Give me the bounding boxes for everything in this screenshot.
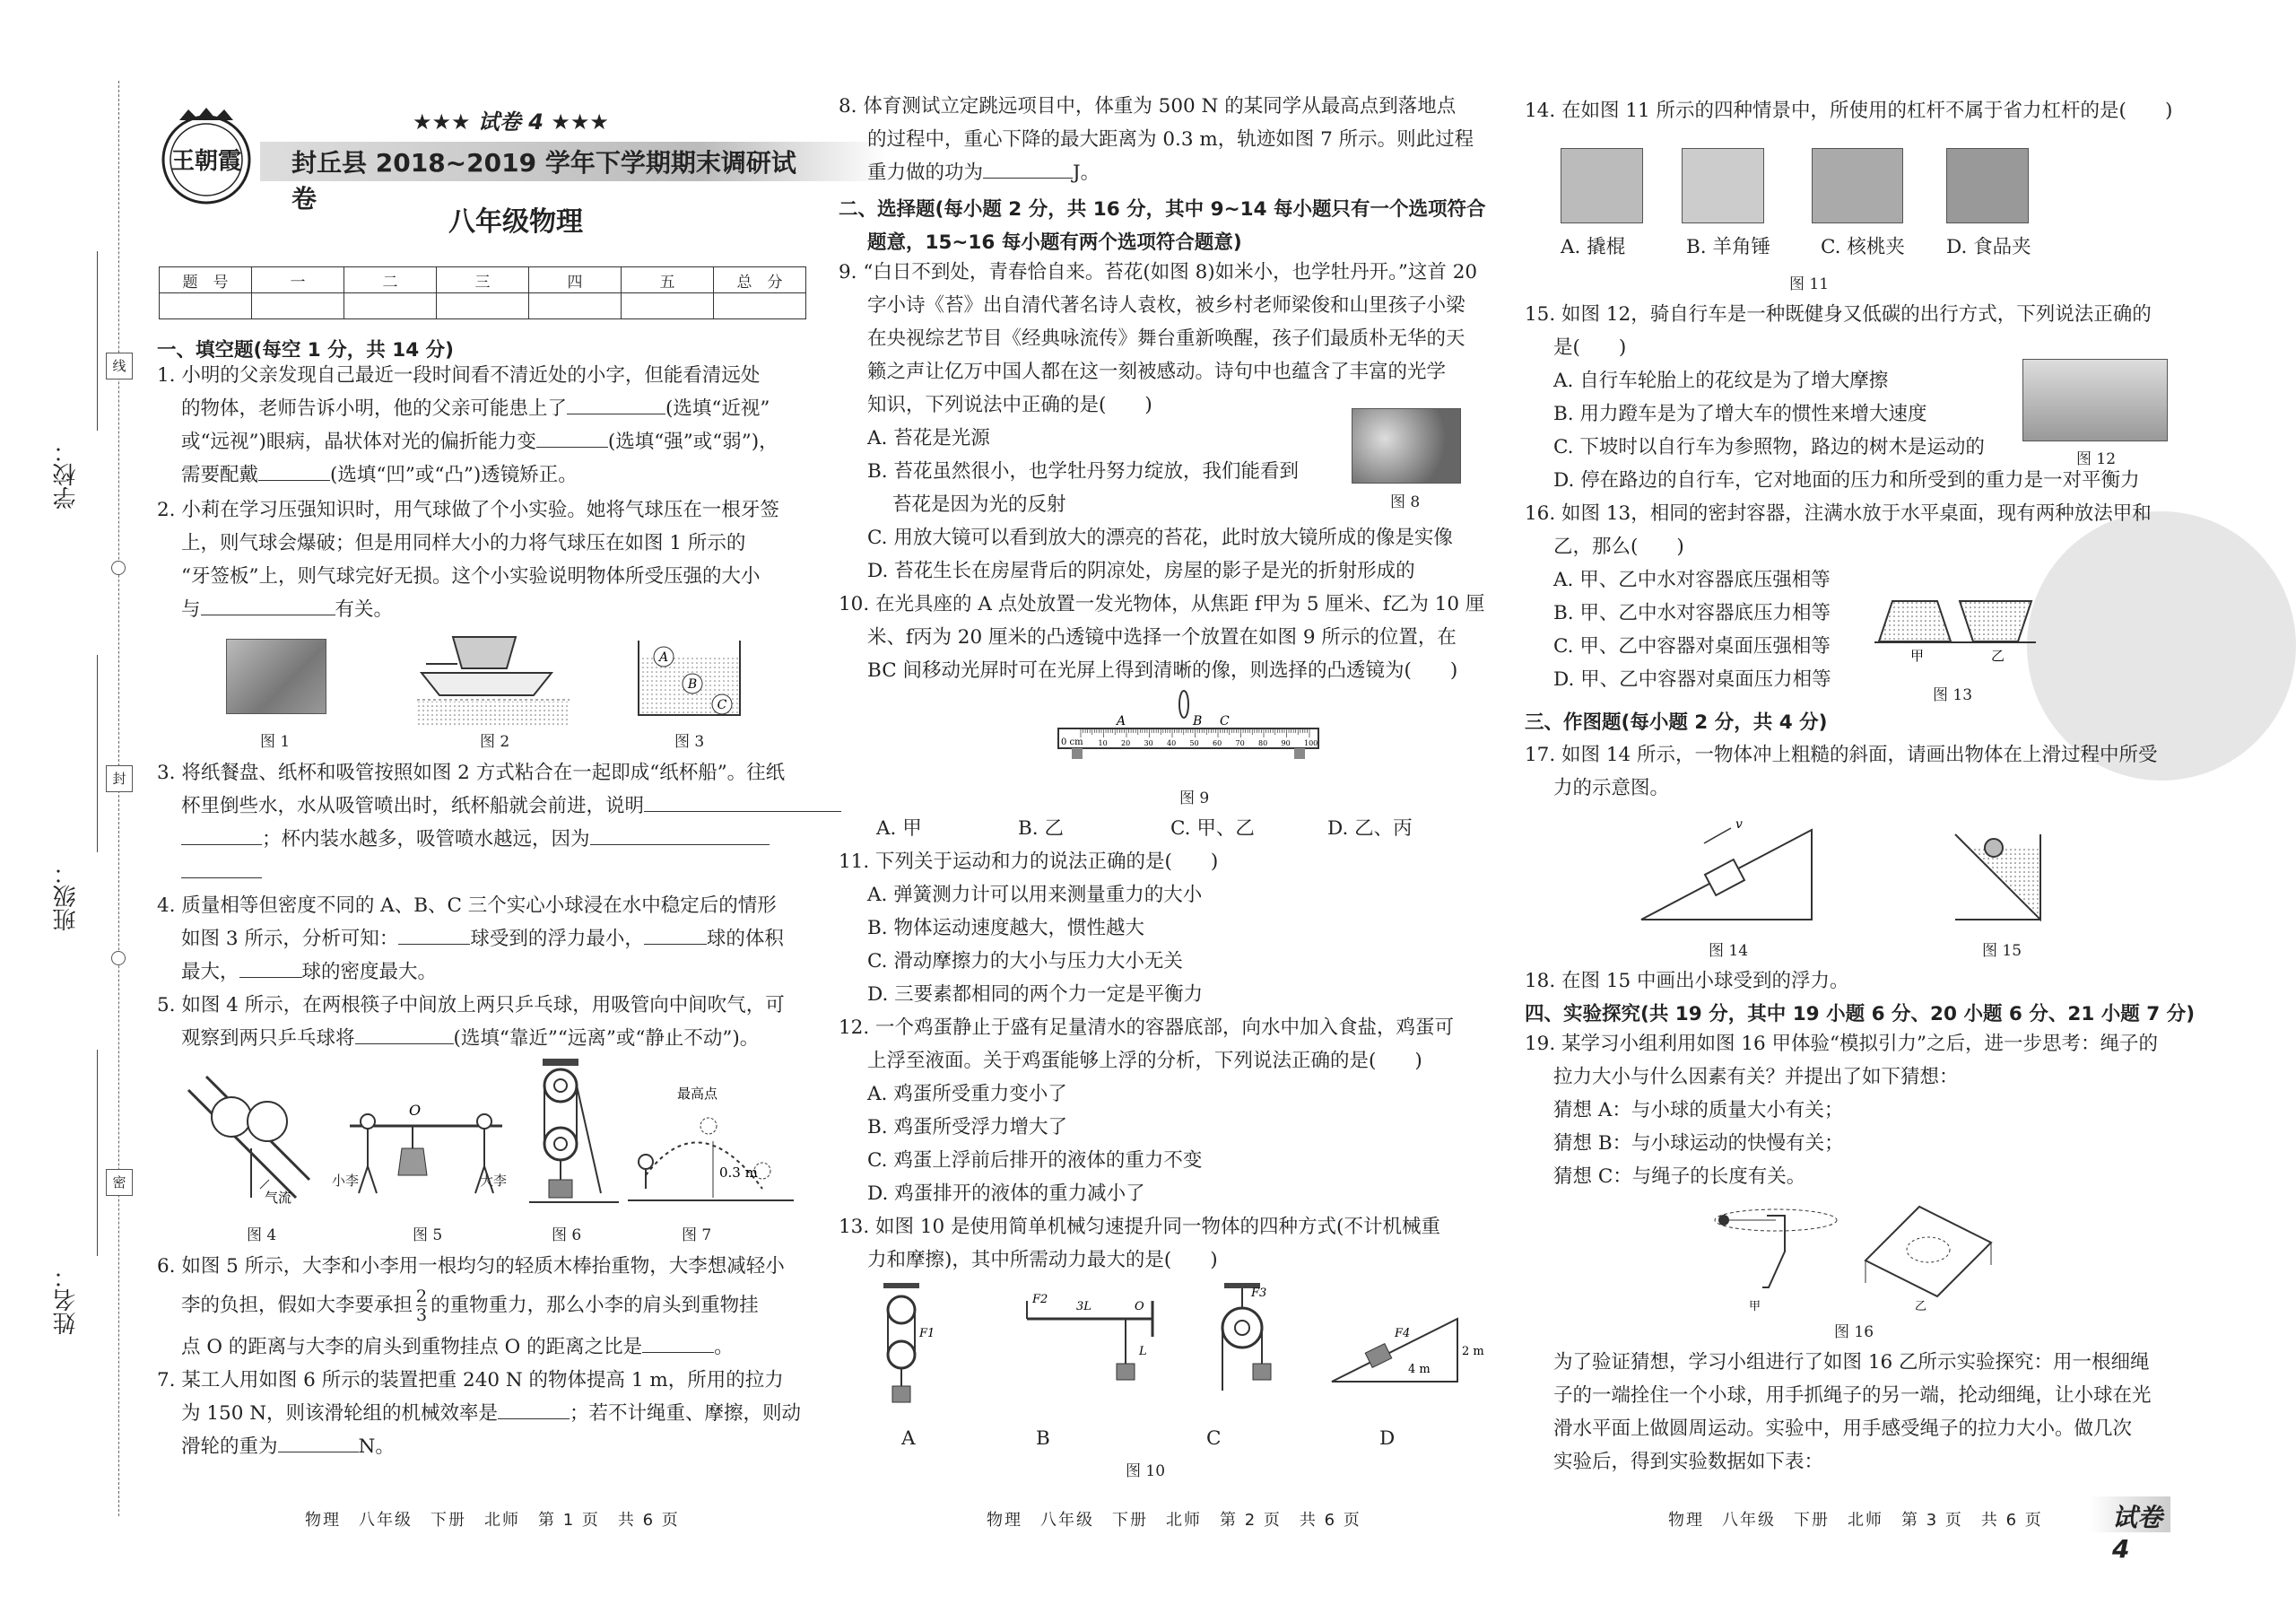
figure-caption: 图 4 — [247, 1226, 277, 1244]
answer-blank[interactable] — [498, 1399, 570, 1419]
q17-line: 力的示意图。 — [1553, 777, 1670, 799]
q16-line: 16. 如图 13，相同的密封容器，注满水放于水平桌面，现有两种放法甲和 — [1525, 502, 2152, 525]
figure-caption: 图 1 — [260, 733, 291, 751]
figure-caption: 图 16 — [1834, 1323, 1874, 1341]
figure-11-claw-hammer — [1682, 148, 1764, 223]
q9-option-b-cont: 苔花是因为光的反射 — [892, 493, 1066, 516]
ruler-tick-label: 50 — [1189, 739, 1199, 747]
q9-line: 9. “白日不到处，青春恰自来。苔花(如图 8)如米小，也学牡丹开。”这首 20 — [839, 261, 1478, 283]
ball-label-b: B — [687, 677, 698, 692]
q19-line: 拉力大小与什么因素有关？并提出了如下猜想： — [1553, 1066, 1959, 1088]
q6-line: 6. 如图 5 所示，大李和小李用一根均匀的轻质木棒抬重物，大李想减轻小 — [157, 1255, 785, 1278]
figure-caption: 图 11 — [1789, 275, 1830, 293]
q15-option-c[interactable]: C. 下坡时以自行车为参照物，路边的树木是运动的 — [1553, 436, 1985, 458]
figure-14-incline[interactable] — [1641, 812, 1821, 932]
figure-caption: 图 15 — [1982, 942, 2022, 960]
q3-line — [181, 856, 262, 889]
q7-line: 为 150 N，则该滑轮组的机械效率是 ；若不计绳重、摩擦，则动 — [181, 1397, 801, 1430]
q14-option-b[interactable]: B. 羊角锤 — [1686, 236, 1770, 258]
figure-11-crowbar — [1561, 148, 1643, 223]
figure-11-food-tongs — [1946, 148, 2029, 223]
figure-caption: 图 6 — [552, 1226, 582, 1244]
dali-label: 大李 — [480, 1173, 508, 1189]
figure-10-simple-machines — [865, 1283, 1484, 1421]
figure-9-optical-bench — [1054, 691, 1323, 780]
q9-option-d[interactable]: D. 苔花生长在房屋背后的阴凉处，房屋的影子是光的折射形成的 — [867, 560, 1415, 582]
q14-option-c[interactable]: C. 核桃夹 — [1821, 236, 1905, 258]
q9-line: 在央视综艺节目《经典咏流传》舞台重新唤醒，孩子们最质朴无华的天 — [867, 327, 1465, 350]
school-label: 学校： — [53, 440, 80, 510]
score-cell[interactable] — [714, 293, 806, 319]
page-footer: 物理 八年级 下册 北师 第 2 页 共 6 页 — [987, 1511, 1361, 1530]
figure-3-floating-balls — [637, 639, 744, 723]
q11-option-b[interactable]: B. 物体运动速度越大，惯性越大 — [867, 917, 1144, 939]
paper-badge: ★★★ 试卷 4 ★★★ — [413, 109, 609, 135]
page-title: 封丘县 2018~2019 学年下学期期末调研试卷 — [291, 148, 796, 214]
score-cell[interactable] — [252, 293, 344, 319]
q19-line: 为了验证猜想，学习小组进行了如图 16 乙所示实验探究：用一根细绳 — [1553, 1351, 2150, 1374]
figure-7-long-jump — [628, 1086, 798, 1215]
section-experiment: 四、实验探究(共 19 分，其中 19 小题 6 分、20 小题 6 分、21 小题 7 分) — [1525, 1003, 2196, 1025]
paper-number: 试卷 4 — [477, 109, 544, 135]
q3-line: 杯里倒些水，水从吸管喷出时，纸杯船就会前进，说明 — [181, 789, 841, 823]
q9-line: 字小诗《苔》出自清代著名诗人袁枚，被乡村老师梁俊和山里孩子小梁 — [867, 294, 1465, 317]
q14-option-a[interactable]: A. 撬棍 — [1561, 236, 1626, 258]
q4-line: 4. 质量相等但密度不同的 A、B、C 三个实心小球浸在水中稳定后的情形 — [157, 894, 777, 917]
figure-caption: 图 9 — [1179, 789, 1210, 807]
answer-blank[interactable] — [536, 427, 608, 448]
figure-6-pulley-system — [529, 1059, 619, 1215]
q19-line: 19. 某学习小组利用如图 16 甲体验“模拟引力”之后，进一步思考：绳子的 — [1525, 1033, 2159, 1055]
seal-char-mi: 密 — [106, 1169, 133, 1196]
q13-option-d[interactable]: D — [1379, 1427, 1396, 1450]
page-column-3 — [1525, 0, 2196, 1605]
answer-blank[interactable] — [181, 858, 262, 878]
q1-line: 1. 小明的父亲发现自己最近一段时间看不清近处的小字，但能看清远处 — [157, 364, 761, 387]
force-label-f4: F4 — [1395, 1327, 1411, 1340]
score-header: 二 — [344, 267, 437, 293]
brand-logo — [157, 108, 256, 206]
ruler-unit-label: 0 cm — [1061, 737, 1083, 747]
page-column-2 — [839, 0, 1489, 1605]
airflow-label: 气流 — [265, 1190, 292, 1206]
q12-option-c[interactable]: C. 鸡蛋上浮前后排开的液体的重力不变 — [867, 1149, 1203, 1172]
q9-line: 知识，下列说法中正确的是( ) — [867, 394, 1152, 416]
q19-hypothesis-b: 猜想 B：与小球运动的快慢有关； — [1553, 1132, 1844, 1155]
q15-option-a[interactable]: A. 自行车轮胎上的花纹是为了增大摩擦 — [1553, 370, 1889, 392]
answer-blank[interactable] — [644, 791, 841, 812]
figure-16-circular-motion — [1713, 1198, 2000, 1318]
score-cell[interactable] — [622, 293, 714, 319]
bench-point-c: C — [1220, 714, 1230, 728]
q13-option-b[interactable]: B — [1036, 1427, 1050, 1450]
answer-blank[interactable] — [355, 1024, 454, 1044]
ruler-tick-label: 70 — [1235, 739, 1245, 747]
force-label-f1: F1 — [919, 1327, 935, 1340]
q19-line: 滑水平面上做圆周运动。实验中，用手感受绳子的拉力大小。做几次 — [1553, 1417, 2133, 1440]
q10-option-b[interactable]: B. 乙 — [1018, 817, 1064, 840]
ruler-tick-label: 30 — [1144, 739, 1153, 747]
seal-char-feng: 封 — [106, 765, 133, 792]
figure-caption: 图 5 — [413, 1226, 443, 1244]
figure-8-moss-flower-photo — [1352, 408, 1461, 484]
slope-height: 2 m — [1462, 1345, 1484, 1358]
bench-point-a: A — [1117, 714, 1126, 728]
score-header: 总 分 — [714, 267, 806, 293]
q11-option-d[interactable]: D. 三要素都相同的两个力一定是平衡力 — [867, 983, 1204, 1006]
figure-caption: 图 10 — [1126, 1462, 1166, 1480]
answer-blank[interactable] — [642, 1332, 714, 1353]
lever-arm-3l: 3L — [1076, 1300, 1091, 1313]
force-label-f3: F3 — [1251, 1287, 1267, 1300]
q17-line: 17. 如图 14 所示，一物体冲上粗糙的斜面，请画出物体在上滑过程中所受 — [1525, 744, 2158, 766]
q7-line: 滑轮的重为 N。 — [181, 1430, 395, 1463]
page-column-1 — [117, 0, 807, 1605]
score-table — [159, 266, 806, 319]
ruler-tick-label: 60 — [1213, 739, 1222, 747]
seal-char-xian: 线 — [106, 353, 133, 379]
fig16-yi-label: 乙 — [1915, 1300, 1927, 1313]
section-drawing: 三、作图题(每小题 2 分，共 4 分) — [1525, 711, 1828, 734]
q10-line: BC 间移动光屏时可在光屏上得到清晰的像，则选择的凸透镜为( ) — [867, 659, 1458, 682]
q2-line: 与 有关。 — [181, 593, 393, 626]
ruler-tick-label: 90 — [1281, 739, 1291, 747]
q4-line: 最大， 球的密度最大。 — [181, 955, 437, 989]
page-footer: 物理 八年级 下册 北师 第 3 页 共 6 页 — [1668, 1511, 2043, 1530]
xiaoli-label: 小李 — [332, 1173, 360, 1189]
q7-line: 7. 某工人用如图 6 所示的装置把重 240 N 的物体提高 1 m，所用的拉力 — [157, 1369, 784, 1391]
q15-line: 15. 如图 12，骑自行车是一种既健身又低碳的出行方式，下列说法正确的 — [1525, 303, 2152, 326]
ruler-tick-label: 80 — [1258, 739, 1268, 747]
q11-option-a[interactable]: A. 弹簧测力计可以用来测量重力的大小 — [867, 884, 1203, 906]
score-header: 题 号 — [160, 267, 252, 293]
q15-line: 是( ) — [1553, 336, 1627, 359]
highest-point-label: 最高点 — [677, 1086, 718, 1102]
q19-hypothesis-a: 猜想 A：与小球的质量大小有关； — [1553, 1099, 1844, 1121]
container-jia: 甲 — [1910, 648, 1925, 664]
score-cell[interactable] — [437, 293, 529, 319]
q5-line: 5. 如图 4 所示，在两根筷子中间放上两只乒乓球，用吸管向中间吹气，可 — [157, 994, 785, 1016]
q19-hypothesis-c: 猜想 C：与绳子的长度有关。 — [1553, 1165, 1806, 1188]
q12-option-b[interactable]: B. 鸡蛋所受浮力增大了 — [867, 1116, 1067, 1138]
height-label: 0.3 m — [719, 1164, 758, 1181]
figure-15-ball-in-water[interactable] — [1951, 830, 2049, 932]
figure-1-balloon-photo — [226, 639, 326, 714]
answer-blank[interactable] — [181, 824, 262, 845]
q13-option-c[interactable]: C — [1206, 1427, 1222, 1450]
figure-12-cyclists-photo — [2022, 359, 2168, 441]
q19-line: 子的一端拴住一个小球，用手抓绳子的另一端，抡动细绳，让小球在光 — [1553, 1384, 2152, 1407]
answer-blank[interactable] — [239, 957, 302, 978]
figure-5-carrying-pole — [341, 1099, 511, 1206]
subject-title: 八年级物理 — [448, 206, 583, 238]
container-yi: 乙 — [1991, 648, 2005, 664]
pivot-label: O — [409, 1102, 422, 1119]
section-multiple-choice: 二、选择题(每小题 2 分，共 16 分，其中 9~14 每小题只有一个选项符合 — [839, 198, 1486, 221]
fraction-numerator: 2 — [416, 1287, 428, 1306]
section-multiple-choice-note: 题意，15~16 每小题有两个选项符合题意) — [867, 231, 1242, 254]
q13-line: 力和摩擦)，其中所需动力最大的是( ) — [867, 1249, 1218, 1271]
score-cell[interactable] — [344, 293, 437, 319]
q3-line: ；杯内装水越多，吸管喷水越远，因为 — [181, 823, 770, 856]
logo-text: 王朝霞 — [170, 148, 242, 175]
q1-line: 或“远视”)眼病，晶状体对光的偏折能力变 (选填“强”或“弱”)， — [181, 425, 778, 458]
figure-2-paper-cup-boat — [417, 628, 570, 730]
q14-line: 14. 在如图 11 所示的四种情景中，所使用的杠杆不属于省力杠杆的是( ) — [1525, 100, 2173, 122]
q16-line: 乙，那么( ) — [1553, 536, 1684, 558]
q8-line: 8. 体育测试立定跳远项目中，体重为 500 N 的某同学从最高点到落地点 — [839, 95, 1457, 118]
figure-caption: 图 12 — [2076, 450, 2117, 468]
ruler-tick-label: 20 — [1121, 739, 1131, 747]
q4-line: 如图 3 所示，分析可知： 球受到的浮力最小， 球的体积 — [181, 922, 784, 955]
fig16-jia-label: 甲 — [1749, 1300, 1761, 1313]
q18-line: 18. 在图 15 中画出小球受到的浮力。 — [1525, 970, 1849, 992]
q16-option-b[interactable]: B. 甲、乙中水对容器底压力相等 — [1553, 602, 1831, 624]
score-header: 四 — [529, 267, 622, 293]
score-header: 一 — [252, 267, 344, 293]
q19-line: 实验后，得到实验数据如下表： — [1553, 1451, 1824, 1473]
q10-option-a[interactable]: A. 甲 — [876, 817, 922, 840]
q9-option-a[interactable]: A. 苔花是光源 — [867, 427, 990, 449]
ruler-tick-label: 40 — [1167, 739, 1177, 747]
section-fill-in: 一、填空题(每空 1 分，共 14 分) — [157, 339, 454, 362]
class-field[interactable] — [97, 655, 98, 852]
name-label: 姓名： — [53, 1265, 80, 1335]
page-footer: 物理 八年级 下册 北师 第 1 页 共 6 页 — [305, 1511, 680, 1530]
answer-blank[interactable] — [201, 595, 335, 615]
q10-line: 米、f丙为 20 厘米的凸透镜中选择一个放置在如图 9 所示的位置，在 — [867, 626, 1457, 649]
class-label: 班级： — [53, 861, 80, 931]
q1-line: 需要配戴 (选填“凹”或“凸”)透镜矫正。 — [181, 458, 578, 492]
q13-line: 13. 如图 10 是使用简单机械匀速提升同一物体的四种方式(不计机械重 — [839, 1216, 1440, 1238]
q6-line: 点 O 的距离与大李的肩头到重物挂点 O 的距离之比是 。 — [181, 1330, 734, 1364]
q8-line: 重力做的功为 J。 — [867, 156, 1100, 189]
q8-line: 的过程中，重心下降的最大距离为 0.3 m，轨迹如图 7 所示。则此过程 — [867, 128, 1474, 151]
q5-line: 观察到两只乒乓球将 (选填“靠近”“远离”或“静止不动”)。 — [181, 1022, 759, 1055]
q11-option-c[interactable]: C. 滑动摩擦力的大小与压力大小无关 — [867, 950, 1183, 973]
q15-option-d[interactable]: D. 停在路边的自行车，它对地面的压力和所受到的重力是一对平衡力 — [1553, 469, 2140, 492]
q12-line: 上浮至液面。关于鸡蛋能够上浮的分析，下列说法正确的是( ) — [867, 1050, 1422, 1072]
score-header: 五 — [622, 267, 714, 293]
score-cell[interactable] — [529, 293, 622, 319]
answer-blank[interactable] — [983, 158, 1073, 179]
answer-blank[interactable] — [398, 924, 470, 945]
q11-line: 11. 下列关于运动和力的说法正确的是( ) — [839, 850, 1219, 873]
figure-caption: 图 14 — [1709, 942, 1749, 960]
ball-label-a: A — [658, 650, 669, 665]
figure-caption: 图 3 — [674, 733, 705, 751]
q16-option-c[interactable]: C. 甲、乙中容器对桌面压强相等 — [1553, 635, 1831, 658]
velocity-label: v — [1735, 817, 1743, 832]
answer-blank[interactable] — [258, 460, 330, 481]
bench-point-b: B — [1193, 714, 1203, 728]
score-table-entry-row[interactable] — [160, 293, 806, 319]
q15-option-b[interactable]: B. 用力蹬车是为了增大车的惯性来增大速度 — [1553, 403, 1927, 425]
q13-option-a[interactable]: A — [901, 1427, 916, 1450]
q12-line: 12. 一个鸡蛋静止于盛有足量清水的容器底部，向水中加入食盐，鸡蛋可 — [839, 1016, 1455, 1039]
answer-blank[interactable] — [644, 924, 707, 945]
slope-length: 4 m — [1408, 1363, 1431, 1376]
figure-caption: 图 13 — [1933, 686, 1973, 704]
name-field[interactable] — [97, 1050, 98, 1256]
fraction-denominator: 3 — [416, 1305, 428, 1325]
q1-line: 的物体，老师告诉小明，他的父亲可能患上了 (选填“近视” — [181, 392, 770, 425]
ruler-tick-label: 10 — [1098, 739, 1108, 747]
figure-11-nutcracker — [1812, 148, 1903, 223]
q9-option-c[interactable]: C. 用放大镜可以看到放大的漂亮的苔花，此时放大镜所成的像是实像 — [867, 527, 1453, 549]
figure-caption: 图 7 — [682, 1226, 712, 1244]
q16-option-a[interactable]: A. 甲、乙中水对容器底压强相等 — [1553, 569, 1831, 591]
q9-line: 籁之声让亿万中国人都在这一刻被感动。诗句中也蕴含了丰富的光学 — [867, 361, 1447, 383]
ruler-tick-label: 100 — [1304, 739, 1318, 747]
q12-option-d[interactable]: D. 鸡蛋排开的液体的重力减小了 — [867, 1182, 1145, 1205]
q2-line: 2. 小莉在学习压强知识时，用气球做了个小实验。她将气球压在一根牙签 — [157, 499, 779, 521]
score-cell[interactable] — [160, 293, 252, 319]
score-header: 三 — [437, 267, 529, 293]
q10-option-d[interactable]: D. 乙、丙 — [1327, 817, 1413, 840]
binding-margin — [0, 0, 126, 1605]
score-table-header-row — [160, 267, 806, 293]
q14-option-d[interactable]: D. 食品夹 — [1946, 236, 2031, 258]
q16-option-d[interactable]: D. 甲、乙中容器对桌面压力相等 — [1553, 668, 1831, 691]
ball-label-c: C — [717, 698, 727, 712]
q10-line: 10. 在光具座的 A 点处放置一发光物体，从焦距 f甲为 5 厘米、f乙为 10 厘 — [839, 593, 1485, 615]
lever-arm-l: L — [1139, 1345, 1147, 1358]
q2-line: “牙签板”上，则气球完好无损。这个小实验说明物体所受压强的大小 — [181, 565, 761, 588]
answer-blank[interactable] — [278, 1432, 359, 1452]
corner-badge: 试卷 4 — [2112, 1503, 2163, 1564]
q10-option-c[interactable]: C. 甲、乙 — [1170, 817, 1255, 840]
answer-blank[interactable] — [590, 824, 770, 845]
figure-4-ping-pong-balls — [179, 1072, 314, 1210]
q9-option-b[interactable]: B. 苔花虽然很小，也学牡丹努力绽放，我们能看到 — [867, 460, 1299, 483]
school-field[interactable] — [97, 251, 98, 431]
lever-pivot-o: O — [1135, 1300, 1144, 1313]
figure-caption: 图 2 — [480, 733, 510, 751]
q6-line: 李的负担，假如大李要承担 $\frac{2}{3}$ 的重物重力，那么小李的肩头到重物挂 — [181, 1287, 759, 1325]
figure-13-containers — [1874, 592, 2036, 667]
q2-line: 上，则气球会爆破；但是用同样大小的力将气球压在如图 1 所示的 — [181, 532, 746, 554]
q3-line: 3. 将纸餐盘、纸杯和吸管按照如图 2 方式粘合在一起即成“纸杯船”。往纸 — [157, 762, 786, 784]
q12-option-a[interactable]: A. 鸡蛋所受重力变小了 — [867, 1083, 1067, 1105]
answer-blank[interactable] — [567, 394, 665, 414]
figure-caption: 图 8 — [1390, 493, 1421, 511]
force-label-f2: F2 — [1032, 1293, 1048, 1306]
